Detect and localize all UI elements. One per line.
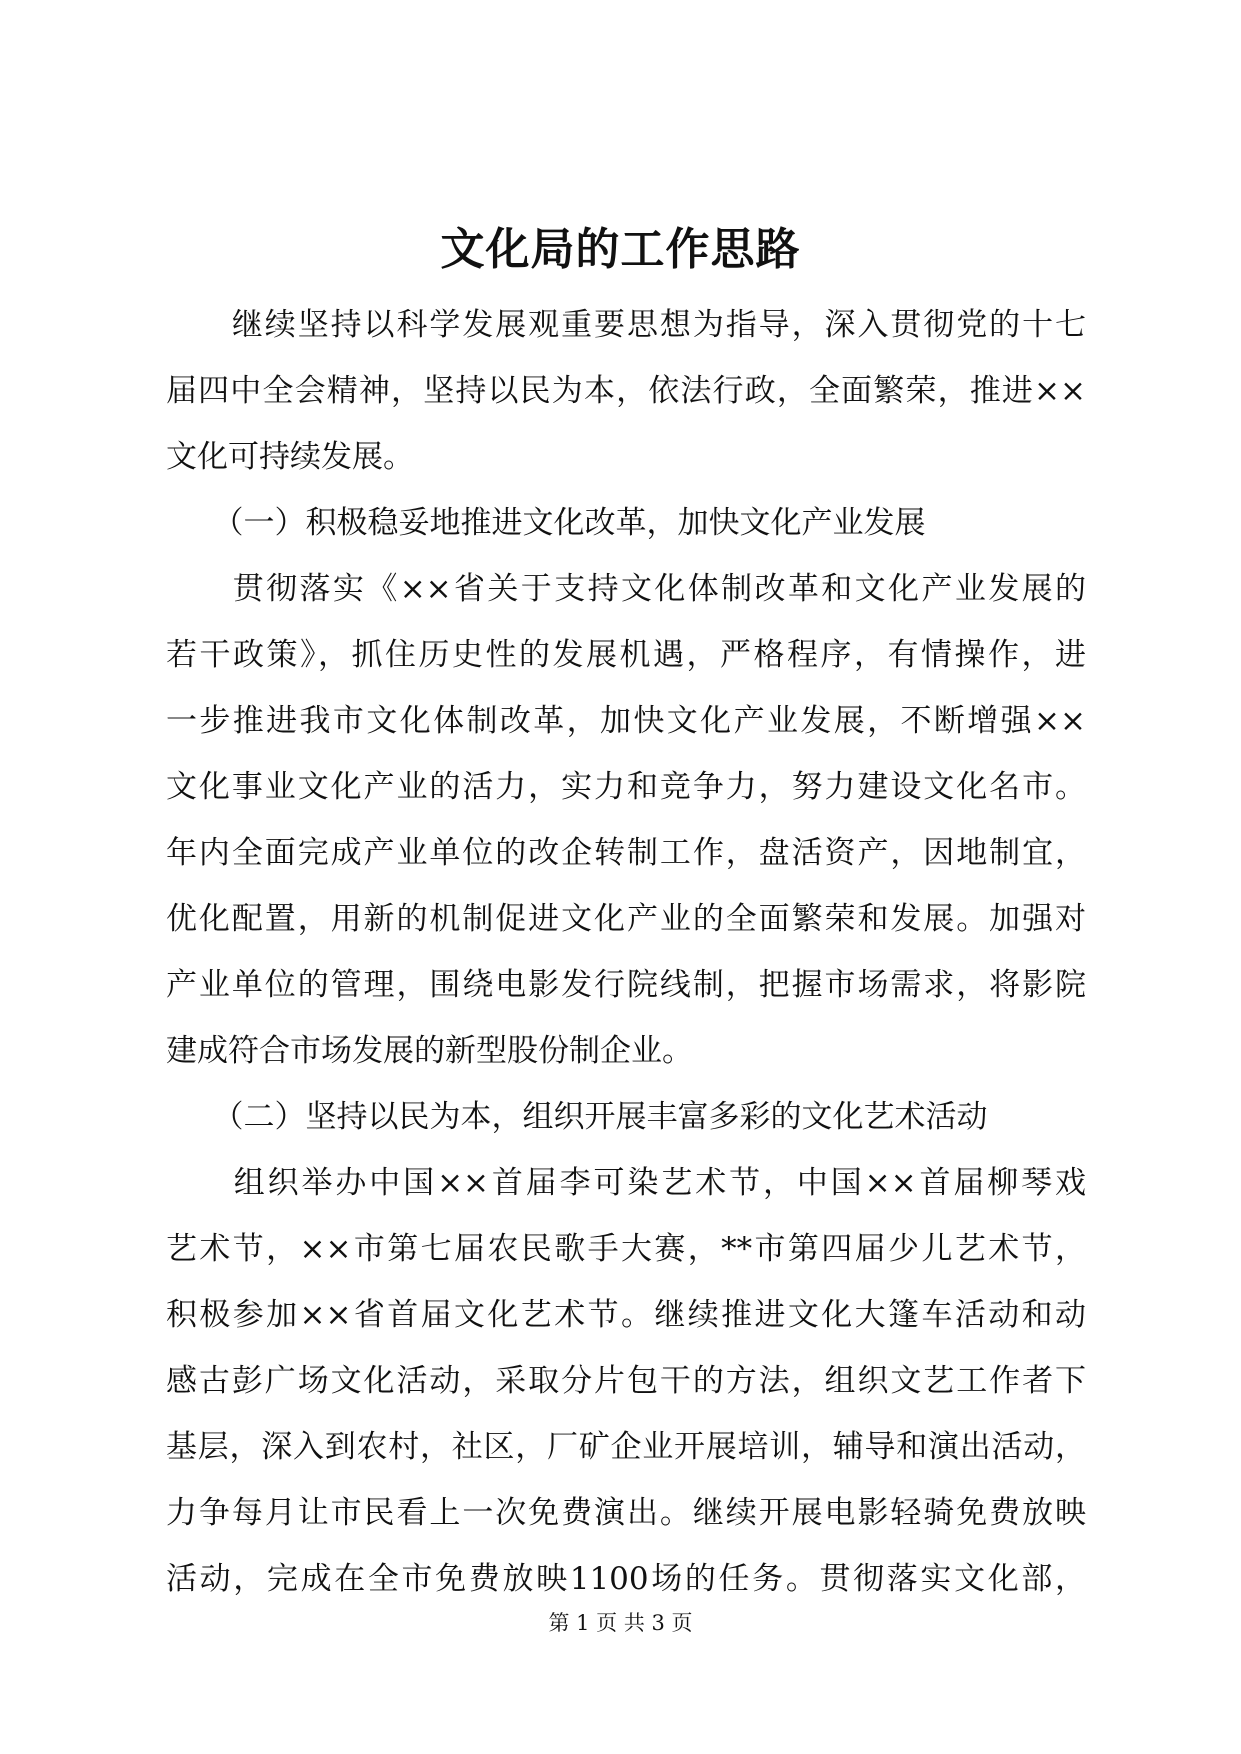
paragraph-line: 产业单位的管理，围绕电影发行院线制，把握市场需求，将影院: [166, 967, 1086, 1003]
page-number: 第 1 页 共 3 页: [548, 1611, 693, 1635]
paragraph-line: 活动，完成在全市免费放映1100场的任务。贯彻落实文化部，: [166, 1561, 1086, 1597]
section-heading: （二）坚持以民为本，组织开展丰富多彩的文化艺术活动: [166, 1099, 988, 1135]
paragraph-line: 继续坚持以科学发展观重要思想为指导，深入贯彻党的十七: [166, 307, 1086, 343]
document-title: 文化局的工作思路: [440, 224, 801, 275]
paragraph-line: 积极参加××省首届文化艺术节。继续推进文化大篷车活动和动: [166, 1297, 1086, 1333]
paragraph-line: 届四中全会精神，坚持以民为本，依法行政，全面繁荣，推进××: [166, 373, 1086, 409]
paragraph-line: 基层，深入到农村，社区，厂矿企业开展培训，辅导和演出活动，: [166, 1429, 1086, 1465]
paragraph-line: 艺术节，××市第七届农民歌手大赛，**市第四届少儿艺术节，: [166, 1231, 1086, 1267]
paragraph-line: 感古彭广场文化活动，采取分片包干的方法，组织文艺工作者下: [166, 1363, 1086, 1399]
paragraph-line: 建成符合市场发展的新型股份制企业。: [166, 1033, 693, 1069]
paragraph-line: 组织举办中国××首届李可染艺术节，中国××首届柳琴戏: [166, 1165, 1086, 1201]
paragraph-line: 优化配置，用新的机制促进文化产业的全面繁荣和发展。加强对: [166, 901, 1086, 937]
paragraph-line: 力争每月让市民看上一次免费演出。继续开展电影轻骑免费放映: [166, 1495, 1086, 1531]
paragraph-line: 一步推进我市文化体制改革，加快文化产业发展，不断增强××: [166, 703, 1086, 739]
section-heading: （一）积极稳妥地推进文化改革，加快文化产业发展: [166, 505, 926, 541]
paragraph-line: 文化事业文化产业的活力，实力和竞争力，努力建设文化名市。: [166, 769, 1086, 805]
paragraph-line: 年内全面完成产业单位的改企转制工作，盘活资产，因地制宜，: [166, 835, 1086, 871]
paragraph-line: 贯彻落实《××省关于支持文化体制改革和文化产业发展的: [166, 571, 1086, 607]
paragraph-line: 文化可持续发展。: [166, 439, 414, 475]
document-body: [166, 292, 1086, 1612]
paragraph-line: 若干政策》，抓住历史性的发展机遇，严格程序，有情操作，进: [166, 637, 1086, 673]
